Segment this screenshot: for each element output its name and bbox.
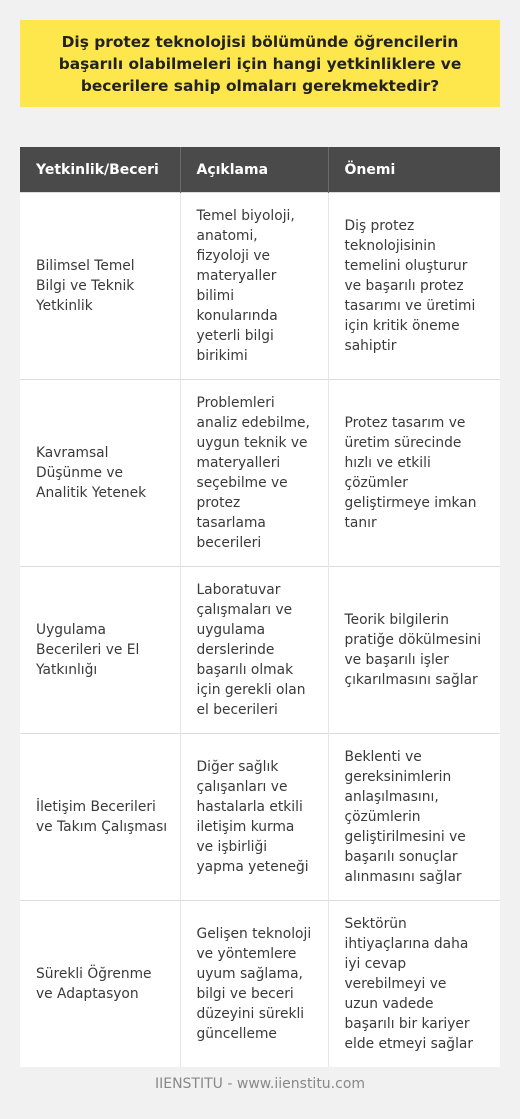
cell-importance: Diş protez teknolojisinin temelini oluşturur ve başarılı protez tasarımı ve üretimi için kritik öneme sahiptir xyxy=(328,193,500,380)
cell-skill: Sürekli Öğrenme ve Adaptasyon xyxy=(20,901,180,1068)
cell-description: Laboratuvar çalışmaları ve uygulama derslerinde başarılı olmak için gerekli olan el becerileri xyxy=(180,567,328,734)
cell-importance: Beklenti ve gereksinimlerin anlaşılmasını, çözümlerin geliştirilmesini ve başarılı sonuçlar alınmasını sağlar xyxy=(328,734,500,901)
table-header-row xyxy=(20,147,500,193)
table-row xyxy=(20,734,500,901)
table-row xyxy=(20,380,500,567)
column-header-description: Açıklama xyxy=(180,147,328,193)
competency-table xyxy=(20,147,500,1067)
cell-importance: Sektörün ihtiyaçlarına daha iyi cevap verebilmeyi ve uzun vadede başarılı bir kariyer elde etmeyi sağlar xyxy=(328,901,500,1068)
cell-skill: Kavramsal Düşünme ve Analitik Yetenek xyxy=(20,380,180,567)
cell-importance: Teorik bilgilerin pratiğe dökülmesini ve başarılı işler çıkarılmasını sağlar xyxy=(328,567,500,734)
cell-description: Temel biyoloji, anatomi, fizyoloji ve materyaller bilimi konularında yeterli bilgi birikimi xyxy=(180,193,328,380)
question-banner xyxy=(20,20,500,107)
cell-description: Diğer sağlık çalışanları ve hastalarla etkili iletişim kurma ve işbirliği yapma yeteneği xyxy=(180,734,328,901)
cell-skill: Bilimsel Temel Bilgi ve Teknik Yetkinlik xyxy=(20,193,180,380)
table-row xyxy=(20,567,500,734)
footer-credit: IIENSTITU - www.iienstitu.com xyxy=(154,1076,366,1092)
cell-description: Gelişen teknoloji ve yöntemlere uyum sağlama, bilgi ve beceri düzeyini sürekli güncelleme xyxy=(180,901,328,1068)
column-header-skill: Yetkinlik/Beceri xyxy=(20,147,180,193)
cell-skill: Uygulama Becerileri ve El Yatkınlığı xyxy=(20,567,180,734)
column-header-importance: Önemi xyxy=(328,147,500,193)
table-row xyxy=(20,901,500,1068)
question-text: Diş protez teknolojisi bölümünde öğrencilerin başarılı olabilmeleri için hangi yetkinliklere ve becerilere sahip olmaları gerekmektedir? xyxy=(58,32,462,95)
cell-description: Problemleri analiz edebilme, uygun teknik ve materyalleri seçebilme ve protez tasarlama becerileri xyxy=(180,380,328,567)
cell-skill: İletişim Becerileri ve Takım Çalışması xyxy=(20,734,180,901)
cell-importance: Protez tasarım ve üretim sürecinde hızlı ve etkili çözümler geliştirmeye imkan tanır xyxy=(328,380,500,567)
table-row xyxy=(20,193,500,380)
